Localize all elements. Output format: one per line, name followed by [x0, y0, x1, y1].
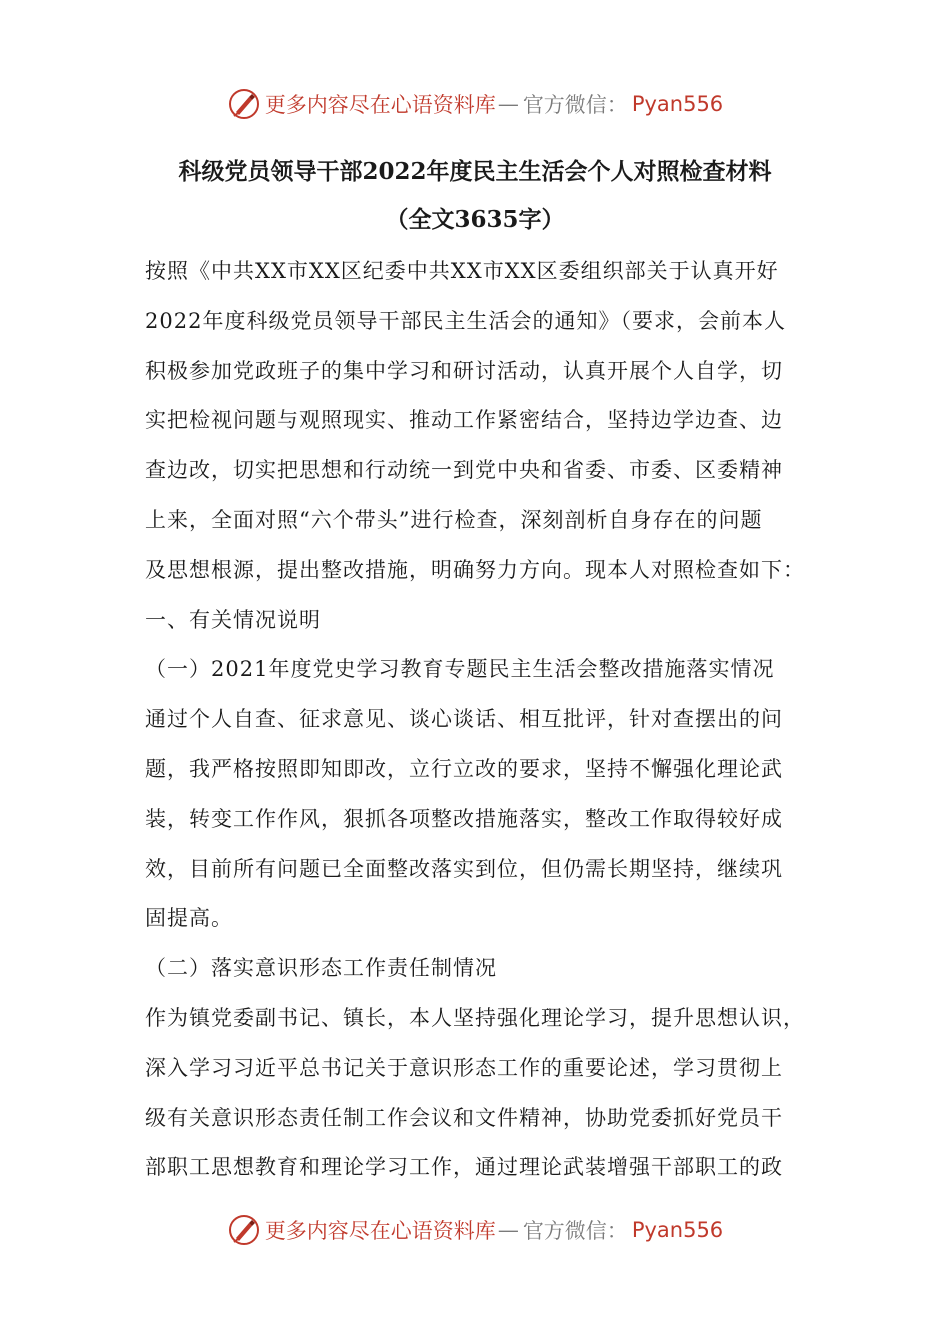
- watermark-handle: 官方微信：: [522, 93, 628, 117]
- body-line: 固提高。: [145, 906, 233, 931]
- body-line: 作为镇党委副书记、镇长，本人坚持强化理论学习，提升思想认识，: [145, 1005, 805, 1030]
- body-line: 实把检视问题与观照现实、推动工作紧密结合，坚持边学边查、边: [145, 408, 783, 433]
- body-line: 查边改，切实把思想和行动统一到党中央和省委、市委、区委精神: [145, 458, 783, 483]
- body-line: 深入学习习近平总书记关于意识形态工作的重要论述，学习贯彻上: [145, 1055, 783, 1080]
- pen-logo-icon: [227, 1213, 261, 1247]
- watermark-text: 更多内容尽在心语资料库: [264, 1219, 496, 1243]
- section-heading: 一、有关情况说明: [145, 607, 321, 632]
- watermark-text: 更多内容尽在心语资料库: [264, 93, 496, 117]
- body-line: 级有关意识形态责任制工作会议和文件精神，协助党委抓好党员干: [145, 1105, 783, 1130]
- body-line: 及思想根源，提出整改措施，明确努力方向。现本人对照检查如下：: [145, 557, 805, 582]
- body-line: 2022年度科级党员领导干部民主生活会的通知》（要求，会前本人: [145, 308, 786, 333]
- body-line: 上来，全面对照“六个带头”进行检查，深刻剖析自身存在的问题: [145, 507, 763, 532]
- subsection-heading: （一）2021年度党史学习教育专题民主生活会整改措施落实情况: [145, 657, 775, 682]
- body-line: 积极参加党政班子的集中学习和研讨活动，认真开展个人自学，切: [145, 358, 783, 383]
- body-line: 题，我严格按照即知即改，立行立改的要求，坚持不懈强化理论武: [145, 756, 783, 781]
- watermark-id: Pyan556: [631, 92, 724, 116]
- document-body: [145, 247, 813, 1193]
- watermark-handle: 官方微信：: [522, 1219, 628, 1243]
- footer-watermark: [0, 1210, 950, 1250]
- watermark-dash: —: [497, 92, 519, 116]
- document-title: 科级党员领导干部2022年度民主生活会个人对照检查材料: [178, 158, 772, 185]
- body-line: 装，转变工作作风，狠抓各项整改措施落实，整改工作取得较好成: [145, 806, 783, 831]
- document-subtitle: （全文3635字）: [385, 206, 565, 233]
- subsection-heading: （二）落实意识形态工作责任制情况: [145, 956, 497, 981]
- pen-logo-icon: [227, 87, 261, 121]
- watermark-dash: —: [497, 1218, 519, 1242]
- body-line: 按照《中共XX市XX区纪委中共XX市XX区委组织部关于认真开好: [145, 259, 779, 283]
- header-watermark: [0, 84, 950, 124]
- body-line: 效，目前所有问题已全面整改落实到位，但仍需长期坚持，继续巩: [145, 856, 783, 881]
- watermark-id: Pyan556: [631, 1218, 724, 1242]
- body-line: 通过个人自查、征求意见、谈心谈话、相互批评，针对查摆出的问: [145, 707, 783, 732]
- body-line: 部职工思想教育和理论学习工作，通过理论武装增强干部职工的政: [145, 1155, 783, 1180]
